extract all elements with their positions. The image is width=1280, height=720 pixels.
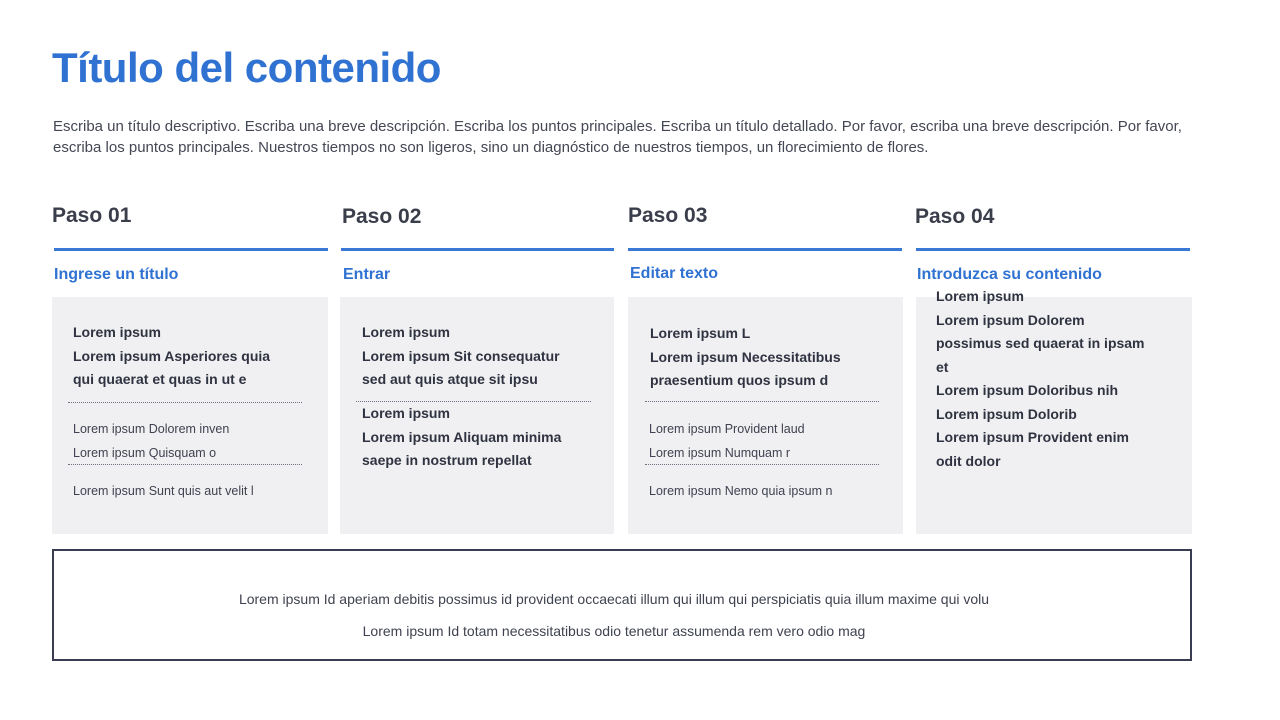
step-2-subtitle: Entrar bbox=[343, 266, 391, 283]
step-1-group-1-line-2: Lorem ipsum Asperiores quia qui quaerat et quas in ut e bbox=[73, 347, 271, 387]
step-3-line-2: Lorem ipsum Numquam r bbox=[649, 446, 791, 460]
step-3-group-1 bbox=[650, 322, 860, 393]
step-1-card bbox=[52, 297, 328, 534]
step-4-group-1-line-4: Lorem ipsum Dolorib bbox=[936, 405, 1077, 422]
step-1-dotted-divider-2 bbox=[68, 464, 302, 465]
step-1-heading: Paso 01 bbox=[52, 204, 132, 227]
step-3-group-1-line-2: Lorem ipsum Necessitatibus praesentium quos ipsum d bbox=[650, 348, 841, 388]
step-3-line-3: Lorem ipsum Nemo quia ipsum n bbox=[649, 484, 833, 498]
step-2-group-1-line-2: Lorem ipsum Sit consequatur sed aut quis atque sit ipsu bbox=[362, 347, 560, 387]
step-3-group-1-line-1: Lorem ipsum L bbox=[650, 325, 751, 341]
step-4-heading: Paso 04 bbox=[915, 205, 995, 228]
step-2-group-2 bbox=[362, 402, 572, 473]
step-4-group-1-line-1: Lorem ipsum bbox=[936, 288, 1024, 304]
step-3-dotted-divider-2 bbox=[645, 464, 879, 465]
step-1-group-1 bbox=[73, 321, 283, 392]
page-title: Título del contenido bbox=[52, 44, 441, 91]
step-2-card bbox=[340, 297, 614, 534]
step-4-card bbox=[916, 288, 1192, 534]
step-1-divider bbox=[54, 248, 328, 251]
step-3-card bbox=[628, 297, 903, 534]
step-1-group-1-line-1: Lorem ipsum bbox=[73, 324, 161, 340]
footer-note-box bbox=[52, 549, 1192, 661]
step-1-line-3: Lorem ipsum Sunt quis aut velit l bbox=[73, 484, 254, 498]
page-description: Escriba un título descriptivo. Escriba una breve descripción. Escriba los puntos principales. Escriba un título detallado. Por favor, escriba una breve descripción. Por favor, escriba los puntos principales. Nuestros tiempos no son ligeros, sino un diagnóstico de nuestros tiempos, un florecimiento de flores. bbox=[53, 118, 1182, 156]
step-2-divider bbox=[341, 248, 614, 251]
step-2-heading: Paso 02 bbox=[342, 205, 422, 228]
step-4-subtitle: Introduzca su contenido bbox=[917, 266, 1102, 283]
step-1-line-2: Lorem ipsum Quisquam o bbox=[73, 446, 217, 460]
footer-line-2: Lorem ipsum Id totam necessitatibus odio tenetur assumenda rem vero odio mag bbox=[362, 623, 866, 639]
step-4-group-1-line-5: Lorem ipsum Provident enim odit dolor bbox=[936, 429, 1129, 469]
step-3-line-1: Lorem ipsum Provident laud bbox=[649, 422, 805, 436]
step-2-group-1 bbox=[362, 321, 572, 392]
step-1-dotted-divider-1 bbox=[68, 402, 302, 403]
step-4-group-1-line-2: Lorem ipsum Dolorem possimus sed quaerat in ipsam et bbox=[936, 311, 1145, 375]
step-4-divider bbox=[916, 248, 1190, 251]
step-3-subtitle: Editar texto bbox=[630, 265, 719, 282]
step-1-line-1: Lorem ipsum Dolorem inven bbox=[73, 422, 230, 436]
step-3-heading: Paso 03 bbox=[628, 204, 708, 227]
step-4-group-1 bbox=[936, 288, 1146, 473]
step-1-subtitle: Ingrese un título bbox=[54, 266, 179, 283]
step-2-group-1-line-1: Lorem ipsum bbox=[362, 324, 450, 340]
step-4-group-1-line-3: Lorem ipsum Doloribus nih bbox=[936, 382, 1119, 398]
step-3-divider bbox=[628, 248, 902, 251]
step-3-dotted-divider-1 bbox=[645, 401, 879, 402]
step-2-group-2-line-2: Lorem ipsum Aliquam minima saepe in nostrum repellat bbox=[362, 428, 562, 468]
step-2-group-2-line-1: Lorem ipsum bbox=[362, 405, 450, 421]
footer-line-1: Lorem ipsum Id aperiam debitis possimus id provident occaecati illum qui illum qui perspiciatis quia illum maxime qui volu bbox=[238, 591, 990, 607]
